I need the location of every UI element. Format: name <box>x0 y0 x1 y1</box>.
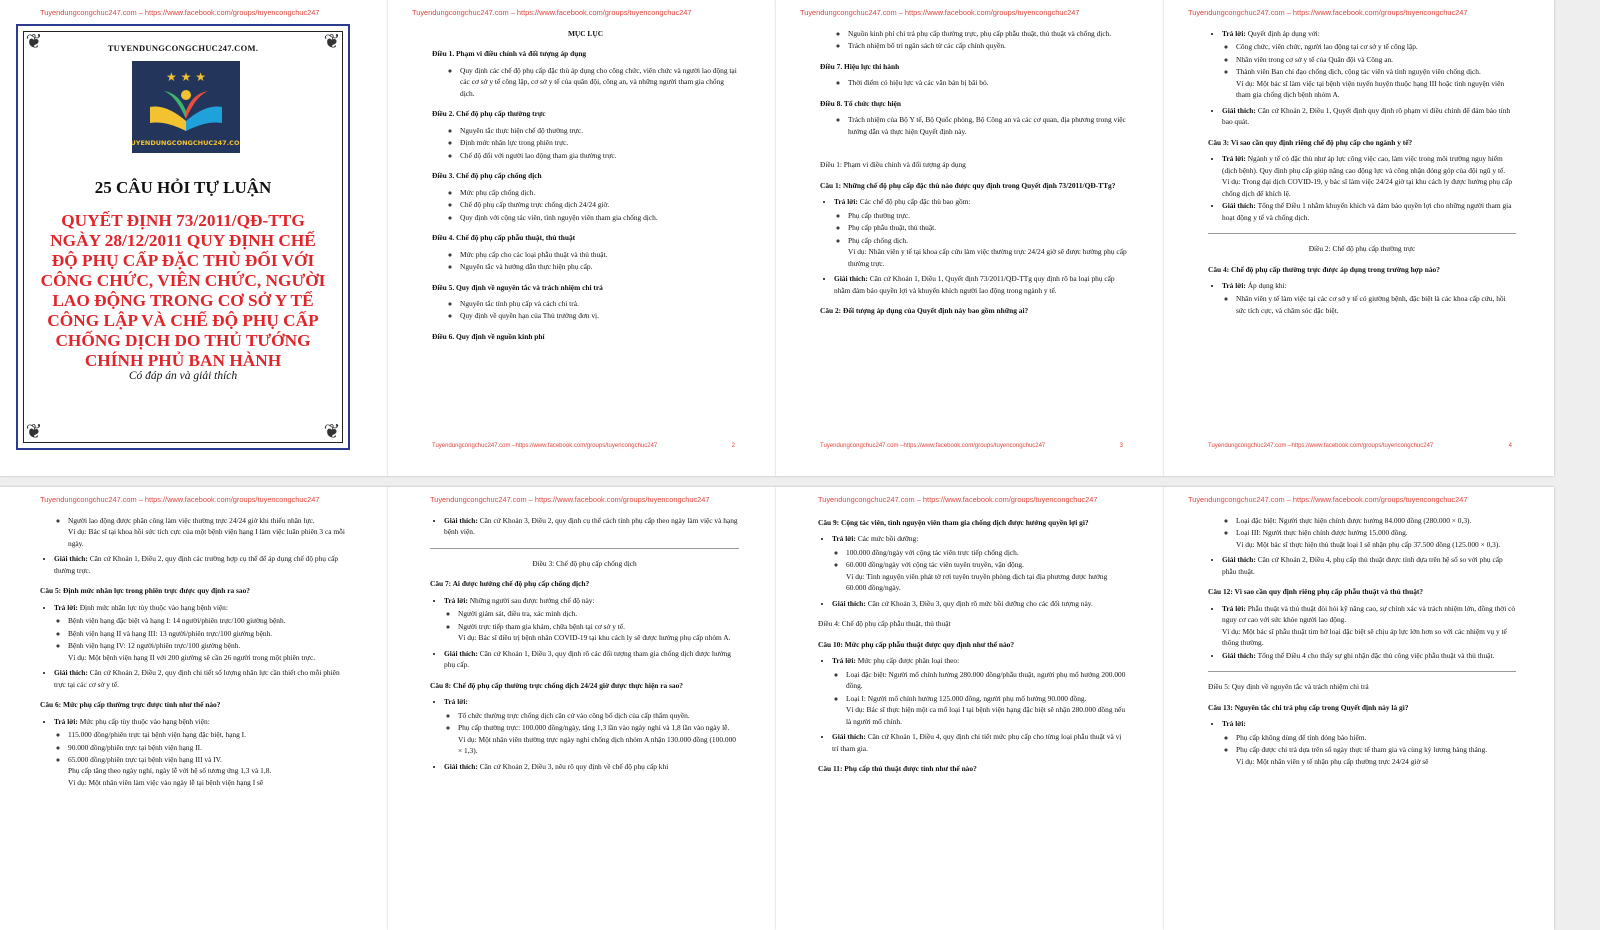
toc-item: ◦ Quy định về quyền hạn của Thủ trưởng đơn vị. <box>460 310 739 321</box>
answer-item: ◦ Phụ cấp phẫu thuật, thủ thuật. <box>848 222 1127 233</box>
page-8 <box>1164 487 1554 930</box>
page-header: Tuyendungcongchuc247.com – https://www.facebook.com/groups/tuyencongchuc247 <box>1188 495 1468 504</box>
svg-text:★ ★ ★: ★ ★ ★ <box>166 70 206 84</box>
example-text: Ví dụ: Một bác sĩ phẫu thuật tim hở loại đặc biệt sẽ chịu áp lực lớn hơn so với các nhiệm vụ y tế thông thường. <box>1222 626 1507 648</box>
question-2: Câu 2: Đối tượng áp dụng của Quyết định này bao gồm những ai? <box>820 305 1029 315</box>
cover-document-title: QUYẾT ĐỊNH 73/2011/QĐ-TTG NGÀY 28/12/2011 QUY ĐỊNH CHẾ ĐỘ PHỤ CẤP ĐẶC THÙ ĐỐI VỚI CÔNG CHỨC, VIÊN CHỨC, NGƯỜI LAO ĐỘNG TRONG CƠ SỞ Y TẾ CÔNG LẬP VÀ CHẾ ĐỘ PHỤ CẤP CHỐNG DỊCH DO THỦ TƯỚNG CHÍNH PHỦ BAN HÀNH <box>40 211 326 370</box>
section-heading: Điều 3: Chế độ phụ cấp chống dịch <box>532 558 637 568</box>
site-logo <box>132 61 240 153</box>
answer-item: ◦ Nhân viên y tế làm việc tại các cơ sở y tế có giường bệnh, đặc biệt là các khoa cấp cứu, hồi sức tích cực, và chăm sóc đặc biệt. <box>1236 293 1516 316</box>
question-10: Câu 10: Mức phụ cấp phẫu thuật được quy định như thế nào? <box>818 639 1015 649</box>
example-text: Ví dụ: Một bác sĩ làm việc tại bệnh viện tuyến huyện thuộc hạng III hoặc tình nguyện viên tham gia chống dịch bệnh nhóm A. <box>1236 78 1505 100</box>
page-content <box>820 26 1127 321</box>
answer-item: ◦ Phụ cấp chống dịch. Ví dụ: Nhân viên y tế tại khoa cấp cứu làm việc thường trực 24/24 giờ sẽ được hưởng phụ cấp thường trực. <box>848 235 1127 269</box>
page-header: Tuyendungcongchuc247.com – https://www.facebook.com/groups/tuyencongchuc247 <box>800 8 1080 17</box>
question-3: Câu 3: Vì sao cần quy định riêng chế độ phụ cấp cho ngành y tế? <box>1208 137 1413 147</box>
answer-item: ◦ Loại đặc biệt: Người thực hiện chính được hưởng 84.000 đồng (280.000 × 0,3). <box>1236 515 1516 526</box>
question-11: Câu 11: Phụ cấp thủ thuật được tính như thế nào? <box>818 763 977 773</box>
page-content <box>1208 26 1516 320</box>
toc-item: ◦ Quy định các chế độ phụ cấp đặc thù áp dụng cho công chức, viên chức và người lao động tại các cơ sở y tế công lập, cơ sở y tế của quân đội, công an, và những người tham gia chống dịch. <box>460 65 739 99</box>
example-text: Ví dụ: Tình nguyện viên phát tờ rơi tuyên truyền phòng dịch tại địa phương được hưởng 60.000 đồng/ngày. <box>846 571 1108 593</box>
page-number: 3 <box>1119 443 1123 449</box>
footer-text: Tuyendungcongchuc247.com –https://www.facebook.com/groups/tuyencongchuc247 <box>1208 443 1434 449</box>
answer-item: ◦ Phụ cấp được chi trả dựa trên số ngày thực tế tham gia và cùng kỳ lương hàng tháng. Ví dụ: Một nhân viên y tế nhận phụ cấp thường trực 24/24 giờ sẽ <box>1236 744 1516 767</box>
answer: • Trả lời: Các mức bồi dưỡng: ◦ 100.000 đồng/ngày với cộng tác viên trực tiếp chống dịch. ◦ 60.000 đồng/ngày với cộng tác viên tuyên truyền, vận động. Ví dụ: Tình nguyện viên phát tờ rơi tuyên truyền phòng dịch tại địa phương được hưởng 60.000 đồng/ngày. <box>832 533 1127 593</box>
page-number: 2 <box>731 443 735 449</box>
answer-item: ◦ Nhân viên trong cơ sở y tế của Quân đội và Công an. <box>1236 54 1516 65</box>
question-8: Câu 8: Chế độ phụ cấp thường trực chống dịch 24/24 giờ được thực hiện ra sao? <box>430 680 683 690</box>
page-header: Tuyendungcongchuc247.com – https://www.facebook.com/groups/tuyencongchuc247 <box>40 495 320 504</box>
page-header: Tuyendungcongchuc247.com – https://www.facebook.com/groups/tuyencongchuc247 <box>40 8 320 17</box>
toc-item: ◦ Quy định với cộng tác viên, tình nguyện viên tham gia chống dịch. <box>460 212 739 223</box>
answer-item: ◦ Bệnh viện hạng II và hạng III: 13 người/phiên trực/100 giường bệnh. <box>68 628 351 639</box>
explanation: • Giải thích: Tổng thể Điều 1 nhằm khuyến khích và đảm bảo quyền lợi cho những người tham gia hoạt động y tế và chống dịch. <box>1222 200 1516 223</box>
toc-item: ◦ Nguyên tắc và hướng dẫn thực hiện phụ cấp. <box>460 261 739 272</box>
question-13: Câu 13: Nguyên tắc chi trả phụ cấp trong Quyết định này là gì? <box>1208 702 1409 712</box>
explanation: • Giải thích: Tổng thể Điều 4 cho thấy sự ghi nhận đặc thù công việc phẫu thuật và thủ thuật. <box>1222 650 1516 661</box>
page-7 <box>776 487 1165 930</box>
page-content <box>432 26 739 347</box>
example-text: Ví dụ: Bác sĩ thực hiện một ca mổ loại I tại bệnh viện hạng đặc biệt sẽ nhận 280.000 đồng nếu là người mổ chính. <box>846 705 1126 726</box>
explanation: • Giải thích: Căn cứ Khoản 2, Điều 3, nêu rõ quy định về chế độ phụ cấp khi <box>444 761 739 772</box>
page-content <box>40 513 351 792</box>
toc-article-3: Điều 3. Chế độ phụ cấp chống dịch <box>432 171 542 181</box>
page-content <box>430 513 739 776</box>
example-text: Ví dụ: Một bác sĩ thực hiện thủ thuật loại I sẽ nhận phụ cấp 37.500 đồng (125.000 × 0,3). <box>1236 539 1501 549</box>
page-6 <box>388 487 777 930</box>
answer-item: ◦ Người lao động được phân công làm việc thường trực 24/24 giờ khi thiếu nhân lực. Ví dụ: Bác sĩ tại khoa hồi sức tích cực của một bệnh viện hạng I làm việc luân phiên 3 ca mỗi ngày. <box>68 515 351 549</box>
section-heading: Điều 4: Chế độ phụ cấp phẫu thuật, thủ thuật <box>818 619 951 629</box>
page-4 <box>1164 0 1554 476</box>
answer-item: ◦ Loại đặc biệt: Người mổ chính hưởng 280.000 đồng/phẫu thuật, người phụ mổ hưởng 200.000 đồng. <box>846 669 1127 692</box>
answer-item: ◦ 60.000 đồng/ngày với cộng tác viên tuyên truyền, vận động. Ví dụ: Tình nguyện viên phát tờ rơi tuyên truyền phòng dịch tại địa phương được hưởng 60.000 đồng/ngày. <box>846 559 1127 593</box>
explanation: • Giải thích: Căn cứ Khoản 1, Điều 1, Quyết định 73/2011/QĐ-TTg quy định rõ ba loại phụ cấp nhằm đảm bảo quyền lợi và khuyến khích người lao động trong ngành y tế. <box>834 273 1127 296</box>
example-text: Ví dụ: Một nhân viên y tế nhận phụ cấp thường trực 24/24 giờ sẽ <box>1236 756 1429 766</box>
example-text: Ví dụ: Một nhân viên thường trực ngày nghỉ chống dịch nhóm A nhận 130.000 đồng (100.000 × 1,3). <box>458 734 736 756</box>
question-12: Câu 12: Vì sao cần quy định riêng phụ cấp phẫu thuật và thủ thuật? <box>1208 587 1424 597</box>
example-text: Ví dụ: Một nhân viên làm việc vào ngày lễ tại bệnh viện hạng I sẽ <box>68 777 264 787</box>
answer-item: ◦ 100.000 đồng/ngày với cộng tác viên trực tiếp chống dịch. <box>846 547 1127 558</box>
section-heading: Điều 5: Quy định về nguyên tắc và trách nhiệm chi trả <box>1208 682 1369 692</box>
answer-item: ◦ Loại III: Người thực hiện chính được hưởng 15.000 đồng. Ví dụ: Một bác sĩ thực hiện thủ thuật loại I sẽ nhận phụ cấp 37.500 đồng (125.000 × 0,3). <box>1236 527 1516 550</box>
toc-article-8: Điều 8. Tổ chức thực hiện <box>820 98 902 108</box>
ornament-corner-icon: ❦ <box>25 421 43 443</box>
explanation: • Giải thích: Căn cứ Khoản 1, Điều 2, quy định các trường hợp cụ thể để áp dụng chế độ phụ cấp thường trực. <box>54 553 351 576</box>
toc-article-2: Điều 2. Chế độ phụ cấp thường trực <box>432 109 546 119</box>
explanation: • Giải thích: Căn cứ Khoản 3, Điều 2, quy định cụ thể cách tính phụ cấp theo ngày làm việc và hạng bệnh viện. <box>444 515 739 538</box>
cover-frame <box>16 24 350 450</box>
page-header: Tuyendungcongchuc247.com – https://www.facebook.com/groups/tuyencongchuc247 <box>1188 8 1468 17</box>
explanation: • Giải thích: Căn cứ Khoản 3, Điều 3, quy định rõ mức bồi dưỡng cho các đối tượng này. <box>832 598 1127 609</box>
question-7: Câu 7: Ai được hưởng chế độ phụ cấp chống dịch? <box>430 579 590 589</box>
toc-article-6: Điều 6. Quy định về nguồn kinh phí <box>432 331 545 341</box>
page-content <box>1208 513 1516 771</box>
answer: • Trả lời: Mức phụ cấp tùy thuộc vào hạng bệnh viện: ◦ 115.000 đồng/phiên trực tại bệnh viện hạng đặc biệt, hạng I. ◦ 90.000 đồng/phiên trực tại bệnh viện hạng II. ◦ 65.000 đồng/phiên trực tại bệnh viện hạng III và IV. Phụ cấp tăng theo ngày nghỉ, ngày lễ với hệ số tương ứng 1,3 và 1,8. Ví dụ: Một nhân viên làm việc vào ngày lễ tại bệnh viện hạng I sẽ <box>54 716 351 789</box>
ornament-corner-icon: ❦ <box>323 421 341 443</box>
explanation: • Giải thích: Căn cứ Khoản 2, Điều 1, Quyết định quy định rõ phạm vi điều chỉnh để đảm bảo tính bao quát. <box>1222 105 1516 128</box>
answer-item: ◦ Người giám sát, điều tra, xác minh dịch. <box>458 608 739 619</box>
page-1-cover <box>0 0 389 476</box>
cover-site-name: TUYENDUNGCONGCHUC247.COM. <box>107 43 259 53</box>
toc-item: ◦ Chế độ phụ cấp thường trực chống dịch 24/24 giờ. <box>460 199 739 210</box>
answer: • Trả lời: ◦ Phụ cấp không dùng để tính đóng bảo hiểm. ◦ Phụ cấp được chi trả dựa trên số ngày thực tế tham gia và cùng kỳ lương hàng tháng. Ví dụ: Một nhân viên y tế nhận phụ cấp thường trực 24/24 giờ sẽ <box>1222 718 1516 767</box>
toc-item: ◦ Định mức nhân lực trong phiên trực. <box>460 137 739 148</box>
answer-item: ◦ 90.000 đồng/phiên trực tại bệnh viện hạng II. <box>68 742 351 753</box>
answer: • Trả lời: Các chế độ phụ cấp đặc thù bao gồm: ◦ Phụ cấp thường trực. ◦ Phụ cấp phẫu thuật, thủ thuật. ◦ Phụ cấp chống dịch. Ví dụ: Nhân viên y tế tại khoa cấp cứu làm việc thường trực 24/24 giờ sẽ được hưởng phụ cấp thường trực. <box>834 196 1127 269</box>
answer-item: ◦ 115.000 đồng/phiên trực tại bệnh viện hạng đặc biệt, hạng I. <box>68 729 351 740</box>
explanation: • Giải thích: Căn cứ Khoản 1, Điều 4, quy định chi tiết mức phụ cấp cho từng loại phẫu thuật và vị trí tham gia. <box>832 731 1127 754</box>
answer-item: ◦ Phụ cấp thường trực: 100.000 đồng/ngày, tăng 1,3 lần vào ngày nghỉ và 1,8 lần vào ngày lễ. Ví dụ: Một nhân viên thường trực ngày nghỉ chống dịch nhóm A nhận 130.000 đồng (100.000 × 1,3). <box>458 722 739 756</box>
toc-item: ◦ Chế độ đối với người lao động tham gia thường trực. <box>460 150 739 161</box>
question-1: Câu 1: Những chế độ phụ cấp đặc thù nào được quy định trong Quyết định 73/2011/QĐ-TTg? <box>820 180 1116 190</box>
question-6: Câu 6: Mức phụ cấp thường trực được tính như thế nào? <box>40 700 221 710</box>
book-logo-icon <box>132 61 240 153</box>
section-heading: Điều 1: Phạm vi điều chỉnh và đối tượng áp dụng <box>820 160 966 170</box>
divider <box>1208 671 1516 672</box>
answer: • Trả lời: Phẫu thuật và thủ thuật đòi hỏi kỹ năng cao, sự chính xác và trách nhiệm lớn, đồng thời có nguy cơ cao với sức khỏe người lao động. Ví dụ: Một bác sĩ phẫu thuật tim hở loại đặc biệt sẽ chịu áp lực lớn hơn so với các nhiệm vụ y tế thông thường. <box>1222 603 1516 649</box>
page-footer <box>1208 443 1512 449</box>
section-heading: Điều 2: Chế độ phụ cấp thường trực <box>1308 244 1416 254</box>
answer-item: ◦ Tổ chức thường trực chống dịch căn cứ vào công bố dịch của cấp thẩm quyền. <box>458 710 739 721</box>
explanation: • Giải thích: Căn cứ Khoản 1, Điều 3, quy định rõ các đối tượng tham gia chống dịch được hưởng phụ cấp. <box>444 648 739 671</box>
answer-continued <box>54 515 351 549</box>
toc-item: ◦ Thời điểm có hiệu lực và các văn bản bị bãi bỏ. <box>848 77 1127 88</box>
toc-item: ◦ Nguyên tắc tính phụ cấp và cách chi trả. <box>460 298 739 309</box>
toc-title: MỤC LỤC <box>567 29 604 38</box>
answer-item: ◦ Bệnh viện hạng IV: 12 người/phiên trực/100 giường bệnh. Ví dụ: Một bệnh viện hạng II với 200 giường sẽ cần 26 người trong một phiên trực. <box>68 640 351 663</box>
answer-item: ◦ 65.000 đồng/phiên trực tại bệnh viện hạng III và IV. Phụ cấp tăng theo ngày nghỉ, ngày lễ với hệ số tương ứng 1,3 và 1,8. Ví dụ: Một nhân viên làm việc vào ngày lễ tại bệnh viện hạng I sẽ <box>68 754 351 788</box>
answer: • Trả lời: ◦ Tổ chức thường trực chống dịch căn cứ vào công bố dịch của cấp thẩm quyền. ◦ Phụ cấp thường trực: 100.000 đồng/ngày, tăng 1,3 lần vào ngày nghỉ và 1,8 lần vào ngày lễ. Ví dụ: Một nhân viên thường trực ngày nghỉ chống dịch nhóm A nhận 130.000 đồng (100.000 × 1,3). <box>444 696 739 756</box>
answer-item: ◦ Người trực tiếp tham gia khám, chữa bệnh tại cơ sở y tế. Ví dụ: Bác sĩ điều trị bệnh nhân COVID-19 tại khu cách ly sẽ được hưởng phụ cấp nhóm A. <box>458 621 739 644</box>
page-2-toc <box>388 0 777 476</box>
answer: • Trả lời: Định mức nhân lực tùy thuộc vào hạng bệnh viện: ◦ Bệnh viện hạng đặc biệt và hạng I: 14 người/phiên trực/100 giường bệnh. ◦ Bệnh viện hạng II và hạng III: 13 người/phiên trực/100 giường bệnh. ◦ Bệnh viện hạng IV: 12 người/phiên trực/100 giường bệnh. Ví dụ: Một bệnh viện hạng II với 200 giường sẽ cần 26 người trong một phiên trực. <box>54 602 351 663</box>
explanation: • Giải thích: Căn cứ Khoản 2, Điều 2, quy định chi tiết số lượng nhân lực cần thiết cho mỗi phiên trực tại các cơ sở y tế. <box>54 667 351 690</box>
page-content <box>818 513 1127 779</box>
divider <box>1208 233 1516 234</box>
cover-subtitle: Có đáp án và giải thích <box>128 370 238 382</box>
page-header: Tuyendungcongchuc247.com – https://www.facebook.com/groups/tuyencongchuc247 <box>818 495 1098 504</box>
answer-item: ◦ Loại I: Người mổ chính hưởng 125.000 đồng, người phụ mổ hưởng 90.000 đồng. Ví dụ: Bác sĩ thực hiện một ca mổ loại I tại bệnh viện hạng đặc biệt sẽ nhận 280.000 đồng nếu là người mổ chính. <box>846 693 1127 727</box>
answer-item: ◦ Phụ cấp không dùng để tính đóng bảo hiểm. <box>1236 732 1516 743</box>
page-number: 4 <box>1508 443 1512 449</box>
page-5 <box>0 487 389 930</box>
answer: • Trả lời: Quyết định áp dụng với: ◦ Công chức, viên chức, người lao động tại cơ sở y tế công lập. ◦ Nhân viên trong cơ sở y tế của Quân đội và Công an. ◦ Thành viên Ban chỉ đạo chống dịch, cộng tác viên và tình nguyện viên chống dịch. Ví dụ: Một bác sĩ làm việc tại bệnh viện tuyến huyện thuộc hạng III hoặc tình nguyện viên tham gia chống dịch bệnh nhóm A. <box>1222 28 1516 101</box>
footer-text: Tuyendungcongchuc247.com –https://www.facebook.com/groups/tuyencongchuc247 <box>432 443 658 449</box>
toc-article-1: Điều 1. Phạm vi điều chỉnh và đối tượng áp dụng <box>432 49 587 59</box>
answer-item: ◦ Thành viên Ban chỉ đạo chống dịch, cộng tác viên và tình nguyện viên chống dịch. Ví dụ: Một bác sĩ làm việc tại bệnh viện tuyến huyện thuộc hạng III hoặc tình nguyện viên tham gia chống dịch bệnh nhóm A. <box>1236 66 1516 100</box>
question-5: Câu 5: Định mức nhân lực trong phiên trực được quy định ra sao? <box>40 586 250 596</box>
page-header: Tuyendungcongchuc247.com – https://www.facebook.com/groups/tuyencongchuc247 <box>430 495 710 504</box>
example-text: Ví dụ: Bác sĩ điều trị bệnh nhân COVID-19 tại khu cách ly sẽ được hưởng phụ cấp nhóm A. <box>458 633 731 643</box>
toc-item: ◦ Trách nhiệm của Bộ Y tế, Bộ Quốc phòng, Bộ Công an và các cơ quan, địa phương trong việc hướng dẫn và thực hiện Quyết định này. <box>848 114 1127 137</box>
toc-item: ◦ Nguyên tắc thực hiện chế độ thường trực. <box>460 125 739 136</box>
ornament-corner-icon: ❦ <box>323 31 341 53</box>
ornament-corner-icon: ❦ <box>25 31 43 53</box>
answer: • Trả lời: Ngành y tế có đặc thù như áp lực công việc cao, làm việc trong môi trường nguy hiểm (dịch bệnh). Quy định phụ cấp giúp nâng cao động lực và công nhận đóng góp của đội ngũ y tế. Ví dụ: Trong đại dịch COVID-19, y bác sĩ làm việc 24/24 giờ tại khu cách ly được hưởng phụ cấp chống dịch để khích lệ. <box>1222 153 1516 199</box>
page-footer <box>820 443 1123 449</box>
footer-text: Tuyendungcongchuc247.com –https://www.facebook.com/groups/tuyencongchuc247 <box>820 443 1046 449</box>
toc-item: ◦ Mức phụ cấp cho các loại phẫu thuật và thủ thuật. <box>460 249 739 260</box>
toc-article-5: Điều 5. Quy định về nguyên tắc và trách nhiệm chi trả <box>432 282 603 292</box>
example-text: Ví dụ: Một bệnh viện hạng II với 200 giường sẽ cần 26 người trong một phiên trực. <box>68 652 316 662</box>
toc-item: ◦ Nguồn kinh phí chi trả phụ cấp thường trực, phụ cấp phẫu thuật, thủ thuật và chống dịch. <box>848 28 1127 39</box>
page-3 <box>776 0 1165 476</box>
answer: • Trả lời: Mức phụ cấp được phân loại theo: ◦ Loại đặc biệt: Người mổ chính hưởng 280.000 đồng/phẫu thuật, người phụ mổ hưởng 200.000 đồng. ◦ Loại I: Người mổ chính hưởng 125.000 đồng, người phụ mổ hưởng 90.000 đồng. Ví dụ: Bác sĩ thực hiện một ca mổ loại I tại bệnh viện hạng đặc biệt sẽ nhận 280.000 đồng nếu là người mổ chính. <box>832 655 1127 727</box>
answer-continued <box>1222 515 1516 550</box>
answer-item: ◦ Công chức, viên chức, người lao động tại cơ sở y tế công lập. <box>1236 41 1516 52</box>
question-9: Câu 9: Cộng tác viên, tình nguyện viên tham gia chống dịch được hưởng quyền lợi gì? <box>818 518 1089 527</box>
page-footer <box>432 443 735 449</box>
answer: • Trả lời: Những người sau được hưởng chế độ này: ◦ Người giám sát, điều tra, xác minh dịch. ◦ Người trực tiếp tham gia khám, chữa bệnh tại cơ sở y tế. Ví dụ: Bác sĩ điều trị bệnh nhân COVID-19 tại khu cách ly sẽ được hưởng phụ cấp nhóm A. <box>444 595 739 644</box>
example-text: Ví dụ: Trong đại dịch COVID-19, y bác sĩ làm việc 24/24 giờ tại khu cách ly được hưởng phụ cấp chống dịch để khích lệ. <box>1222 177 1513 198</box>
divider <box>430 548 739 549</box>
example-text: Ví dụ: Bác sĩ tại khoa hồi sức tích cực của một bệnh viện hạng I làm việc luân phiên 3 ca mỗi ngày. <box>68 527 345 548</box>
answer-item: ◦ Bệnh viện hạng đặc biệt và hạng I: 14 người/phiên trực/100 giường bệnh. <box>68 615 351 626</box>
svg-text:TUYENDUNGCONGCHUC247.COM: TUYENDUNGCONGCHUC247.COM <box>132 139 240 147</box>
answer-item: ◦ Phụ cấp thường trực. <box>848 210 1127 221</box>
answer: • Trả lời: Áp dụng khi: ◦ Nhân viên y tế làm việc tại các cơ sở y tế có giường bệnh, đặc biệt là các khoa cấp cứu, hồi sức tích cực, và chăm sóc đặc biệt. <box>1222 280 1516 316</box>
toc-article-4: Điều 4. Chế độ phụ cấp phẫu thuật, thủ thuật <box>432 233 576 243</box>
cover-title: 25 CÂU HỎI TỰ LUẬN <box>94 178 272 197</box>
toc-article-7: Điều 7. Hiệu lực thi hành <box>820 61 900 71</box>
toc-item: ◦ Mức phụ cấp chống dịch. <box>460 187 739 198</box>
explanation: • Giải thích: Căn cứ Khoản 2, Điều 4, phụ cấp thủ thuật được tính dựa trên hệ số so với phụ cấp phẫu thuật. <box>1222 554 1516 577</box>
question-4: Câu 4: Chế độ phụ cấp thường trực được áp dụng trong trường hợp nào? <box>1208 264 1440 274</box>
page-header: Tuyendungcongchuc247.com – https://www.facebook.com/groups/tuyencongchuc247 <box>412 8 692 17</box>
toc-item: ◦ Trách nhiệm bố trí ngân sách từ các cấp chính quyền. <box>848 40 1127 51</box>
example-text: Ví dụ: Nhân viên y tế tại khoa cấp cứu làm việc thường trực 24/24 giờ sẽ được hưởng phụ cấp thường trực. <box>848 247 1127 268</box>
